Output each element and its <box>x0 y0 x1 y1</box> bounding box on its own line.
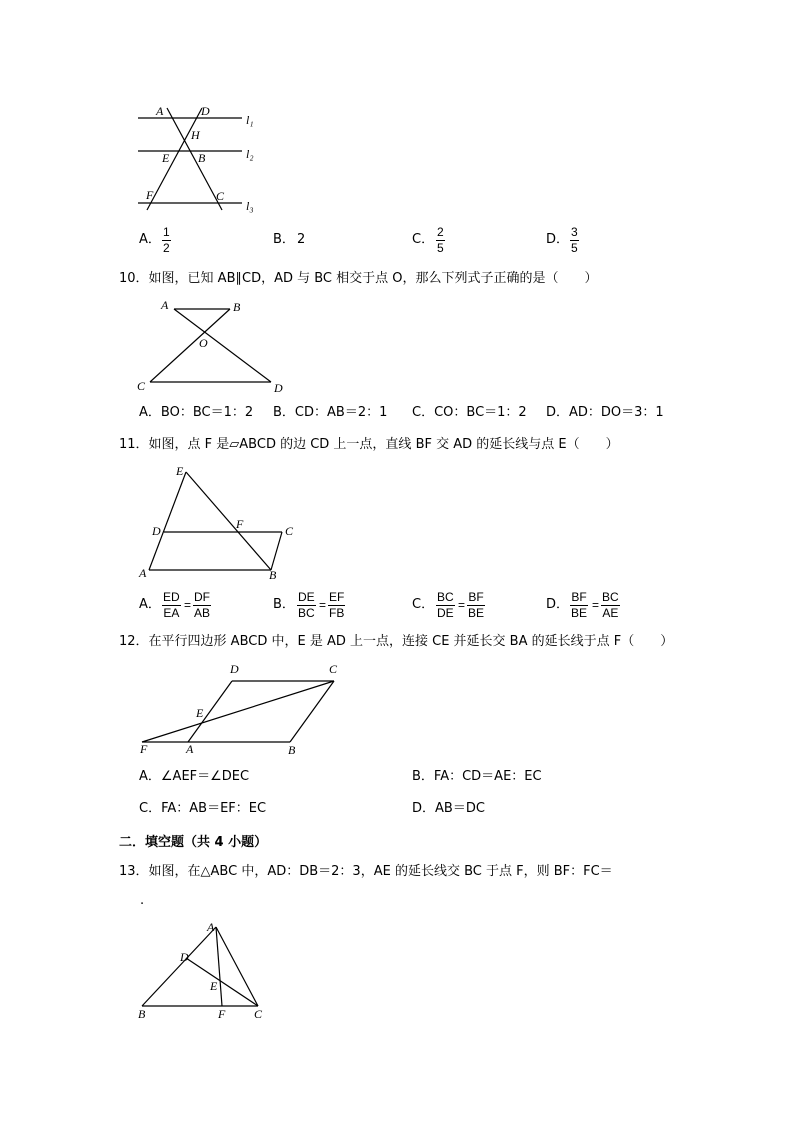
label-A: A <box>156 104 164 118</box>
label-B: B <box>269 568 277 582</box>
q9-c-numerator: 2 <box>437 225 444 239</box>
q11-stem: 11．如图，点 F 是▱ABCD 的边 CD 上一点，直线 BF 交 AD 的延长线与点 E（ ） <box>119 437 619 452</box>
q9-option-b-label: B． <box>273 232 295 247</box>
label-E: E <box>210 979 218 993</box>
label-B: B <box>288 743 296 757</box>
q9-option-c-fraction <box>436 225 445 256</box>
q12-option-d: D．AB＝DC <box>412 801 485 816</box>
q9-option-c-label: C． <box>412 232 435 247</box>
segment-ad <box>188 681 232 742</box>
q13-blank-end: . <box>140 893 145 908</box>
line-df <box>147 108 202 210</box>
section-fill-in-heading: 二．填空题（共 4 小题） <box>119 835 268 850</box>
label-F: F <box>218 1007 226 1021</box>
q11-a-equals: = <box>184 598 192 612</box>
figure-q13 <box>130 915 280 1025</box>
q11-a-fraction-2: DF AB <box>194 590 211 620</box>
q12-stem: 12．在平行四边形 ABCD 中，E 是 AD 上一点，连接 CE 并延长交 BA 的延长线于点 F（ ） <box>119 634 674 649</box>
segment-ae <box>149 472 186 570</box>
q13-stem: 13．如图，在△ABC 中，AD：DB＝2：3，AE 的延长线交 BC 于点 F，则 BF：FC＝ <box>119 864 613 879</box>
label-B: B <box>233 300 241 314</box>
label-D: D <box>230 662 239 676</box>
q10-option-b: B．CD：AB＝2：1 <box>273 405 388 420</box>
q9-option-b-value: 2 <box>297 232 306 247</box>
q11-d-fraction-2: BC AE <box>602 590 619 620</box>
q11-b-fraction-2: EF FB <box>329 590 345 620</box>
label-H: H <box>191 128 200 142</box>
label-A: A <box>161 298 169 312</box>
segment-af <box>216 927 222 1006</box>
q11-option-c-label: C． <box>412 597 435 612</box>
label-A: A <box>207 920 215 934</box>
segment-bc <box>290 681 334 742</box>
q11-option-a-label: A． <box>139 597 161 612</box>
label-l3: l₃ <box>246 199 254 213</box>
q9-a-denominator: 2 <box>163 241 170 255</box>
q10-option-c: C．CO：BC＝1：2 <box>412 405 527 420</box>
label-E: E <box>162 151 170 165</box>
label-D: D <box>201 104 210 118</box>
label-l1: l₁ <box>246 113 254 127</box>
segment-bc <box>150 309 230 382</box>
q12-option-b: B．FA：CD＝AE：EC <box>412 769 542 784</box>
label-C: C <box>285 524 294 538</box>
q11-option-d-label: D． <box>546 597 570 612</box>
q9-a-numerator: 1 <box>163 225 170 239</box>
label-C: C <box>216 189 225 203</box>
figure-q11 <box>130 460 310 582</box>
q11-c-fraction-2: BF BE <box>468 590 485 620</box>
label-D: D <box>152 524 161 538</box>
q11-b-fraction-1: DE BC <box>298 590 315 620</box>
label-l2: l₂ <box>246 147 254 161</box>
q11-c-fraction-1: BC DE <box>437 590 454 620</box>
label-O: O <box>199 336 208 350</box>
q9-d-denominator: 5 <box>571 241 578 255</box>
q11-a-fraction-1: ED EA <box>163 590 180 620</box>
q11-d-equals: = <box>592 598 600 612</box>
q9-option-a-label: A． <box>139 232 161 247</box>
figure-q12 <box>130 656 350 762</box>
q11-option-b-label: B． <box>273 597 295 612</box>
q11-d-fraction-1: BF BE <box>571 590 588 620</box>
segment-cb <box>271 532 282 570</box>
label-C: C <box>137 379 146 393</box>
label-C: C <box>329 662 338 676</box>
q9-c-denominator: 5 <box>437 241 444 255</box>
q9-option-d-fraction <box>570 225 579 256</box>
q9-option-d-label: D． <box>546 232 570 247</box>
q11-b-equals: = <box>319 598 327 612</box>
label-A: A <box>186 742 194 756</box>
label-B: B <box>198 151 206 165</box>
q9-option-a-fraction <box>162 225 171 256</box>
q11-c-equals: = <box>458 598 466 612</box>
label-E: E <box>176 464 184 478</box>
figure-q10 <box>130 294 300 400</box>
segment-ad <box>174 309 271 382</box>
label-D: D <box>274 381 283 395</box>
q10-option-d: D．AD：DO＝3：1 <box>546 405 664 420</box>
q12-option-c: C．FA：AB＝EF：EC <box>139 801 267 816</box>
q10-stem: 10．如图，已知 AB∥CD，AD 与 BC 相交于点 O，那么下列式子正确的是（ ） <box>119 271 598 286</box>
label-B: B <box>138 1007 146 1021</box>
q10-option-a: A．BO：BC＝1：2 <box>139 405 254 420</box>
label-F: F <box>236 517 244 531</box>
label-C: C <box>254 1007 263 1021</box>
label-F: F <box>146 188 154 202</box>
label-D: D <box>180 950 189 964</box>
q9-d-numerator: 3 <box>571 225 578 239</box>
segment-eb <box>186 472 271 570</box>
segment-ac <box>216 927 258 1006</box>
line-ac <box>167 108 222 210</box>
label-F: F <box>140 742 148 756</box>
figure-q9 <box>130 100 270 220</box>
q12-option-a: A．∠AEF＝∠DEC <box>139 769 250 784</box>
label-E: E <box>196 706 204 720</box>
label-A: A <box>139 566 147 580</box>
segment-ab <box>142 927 216 1006</box>
segment-fc <box>142 681 334 742</box>
